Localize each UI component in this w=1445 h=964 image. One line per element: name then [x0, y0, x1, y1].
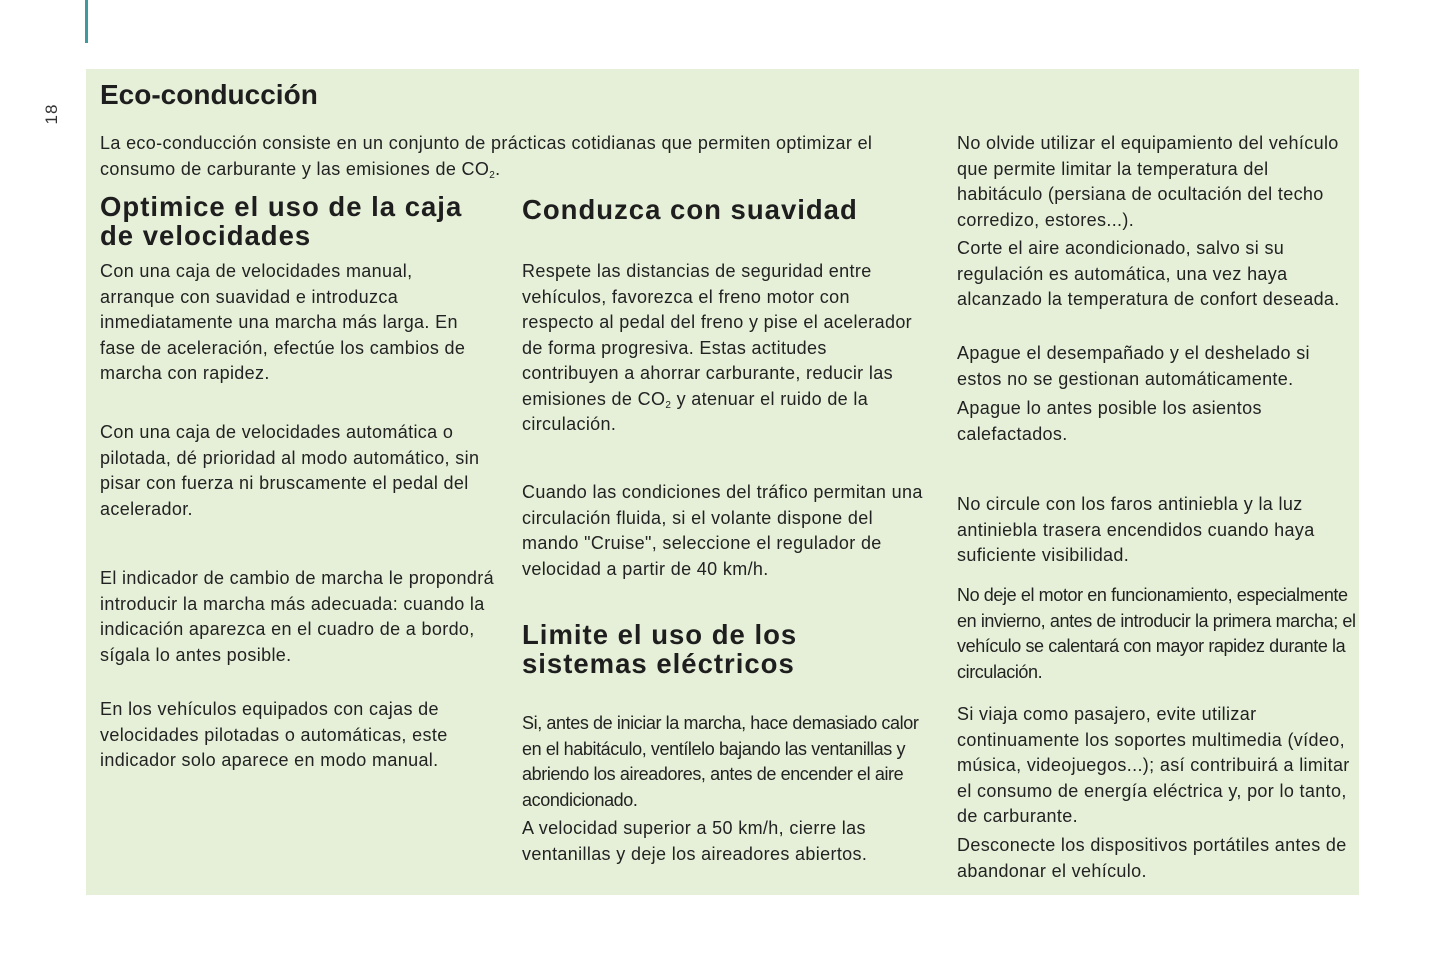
intro-paragraph: La eco-conducción consiste en un conjunto de prácticas cotidianas que permiten optimizar el consumo de carburante y las emisiones de $CO_2$.	[100, 133, 873, 181]
electrical-systems-heading: Limite el uso de los sistemas eléctricos	[522, 619, 798, 679]
gear-indicator-paragraph: El indicador de cambio de marcha le propondrá introducir la marcha más adecuada: cuando la indicación aparezca en el cuadro de a bordo, sígala lo antes posible.	[100, 568, 494, 665]
manual-gearbox-paragraph: Con una caja de velocidades manual, arranque con suavidad e introduzca inmediatamente una marcha más larga. En fase de aceleración, efectúe los cambios de marcha con rapidez.	[100, 261, 466, 383]
portable-devices-paragraph: Desconecte los dispositivos portátiles antes de abandonar el vehículo.	[957, 835, 1347, 881]
engine-idle-paragraph: No deje el motor en funcionamiento, especialmente en invierno, antes de introducir la primera marcha; el vehículo se calentará con mayor rapidez durante la circulación.	[957, 585, 1356, 682]
cruise-control-paragraph: Cuando las condiciones del tráfico permitan una circulación fluida, si el volante dispone del mando "Cruise", seleccione el regulador de velocidad a partir de 40 km/h.	[522, 482, 923, 579]
page-number: 18	[42, 103, 61, 125]
air-conditioning-paragraph: Corte el aire acondicionado, salvo si su regulación es automática, una vez haya alcanzado la temperatura de confort deseada.	[957, 238, 1340, 309]
smooth-driving-heading: Conduzca con suavidad	[522, 194, 858, 225]
gearbox-heading: Optimice el uso de la caja de velocidades	[100, 191, 463, 251]
ventilation-paragraph: Si, antes de iniciar la marcha, hace demasiado calor en el habitáculo, ventílelo bajando las ventanillas y abriendo los aireadores, antes de encender el aire acondicionado.	[522, 713, 919, 810]
top-accent-rule	[85, 0, 88, 43]
fog-lights-paragraph: No circule con los faros antiniebla y la luz antiniebla trasera encendidos cuando haya suficiente visibilidad.	[957, 494, 1315, 565]
multimedia-paragraph: Si viaja como pasajero, evite utilizar continuamente los soportes multimedia (vídeo, música, videojuegos...); así contribuirá a limitar el consumo de energía eléctrica y, por lo tanto, de carburante.	[957, 704, 1350, 826]
safety-distance-paragraph: Respete las distancias de seguridad entre vehículos, favorezca el freno motor con respecto al pedal del freno y pise el acelerador de forma progresiva. Estas actitudes contribuyen a ahorrar carburante, reducir las emisiones de $CO_2$ y atenuar el ruido de la circulación.	[522, 261, 913, 434]
section-title: Eco-conducción	[100, 79, 318, 110]
eco-driving-panel	[86, 69, 1359, 895]
cabin-temperature-paragraph: No olvide utilizar el equipamiento del vehículo que permite limitar la temperatura del habitáculo (persiana de ocultación del techo corredizo, estores...).	[957, 133, 1339, 230]
demisting-paragraph: Apague el desempañado y el deshelado si estos no se gestionan automáticamente.	[957, 343, 1310, 389]
co2-subscript: 2	[665, 399, 672, 411]
automatic-gearbox-paragraph: Con una caja de velocidades automática o pilotada, dé prioridad al modo automático, sin pisar con fuerza ni bruscamente el pedal del acelerador.	[100, 422, 480, 519]
heated-seats-paragraph: Apague lo antes posible los asientos calefactados.	[957, 398, 1262, 444]
co2-subscript: 2	[489, 169, 496, 181]
windows-paragraph: A velocidad superior a 50 km/h, cierre las ventanillas y deje los aireadores abiertos.	[522, 818, 868, 864]
gear-indicator-note-paragraph: En los vehículos equipados con cajas de velocidades pilotadas o automáticas, este indicador solo aparece en modo manual.	[100, 699, 448, 770]
